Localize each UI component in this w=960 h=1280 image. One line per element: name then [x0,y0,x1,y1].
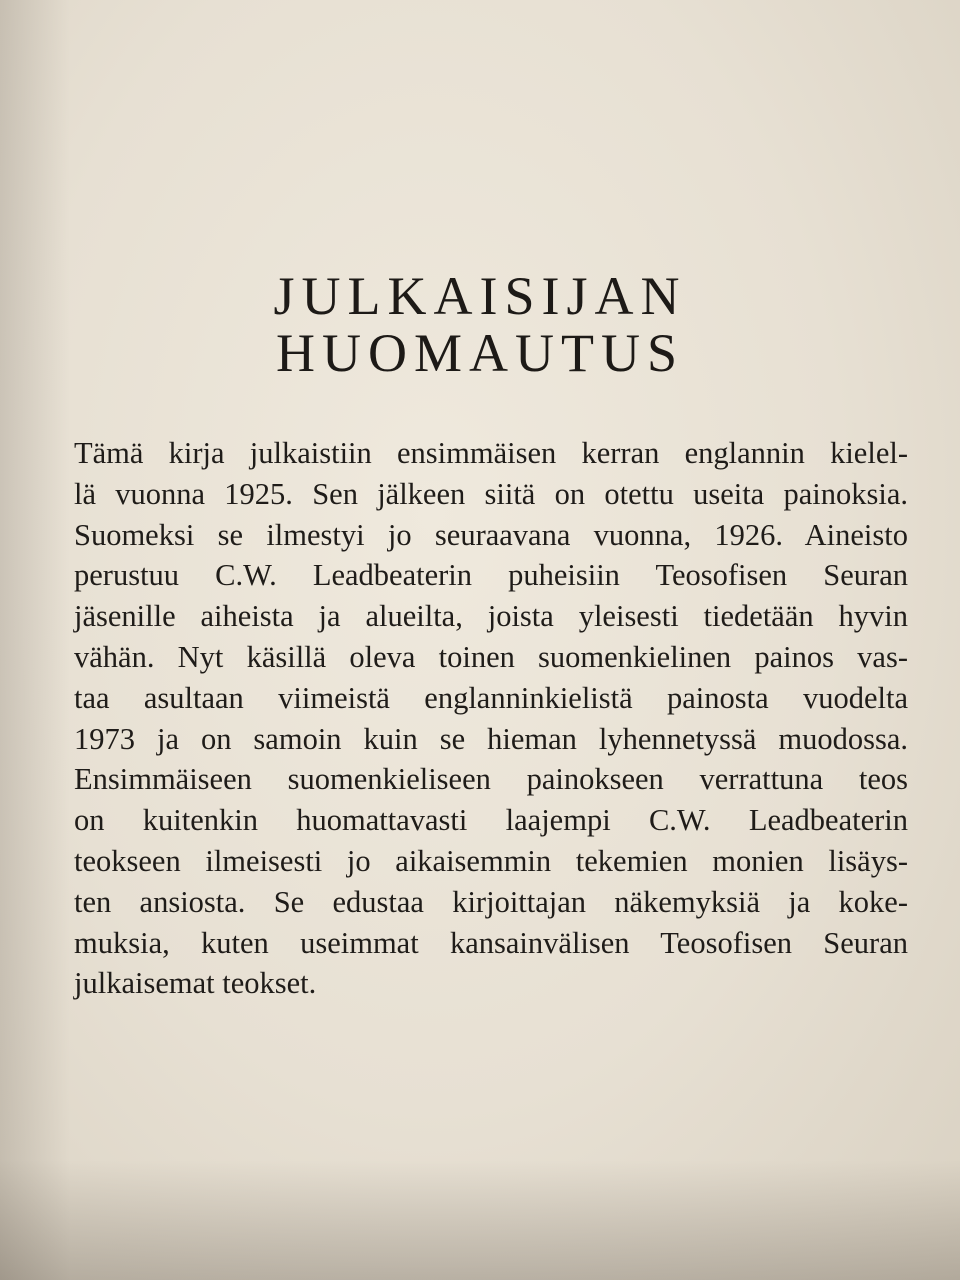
paragraph-line: vähän. Nyt käsillä oleva toinen suomenkielinen painos vas- [74,639,908,674]
paragraph-line: teokseen ilmeisesti jo aikaisemmin tekemien monien lisäys- [74,843,908,878]
page-shadow-bottom [0,1160,960,1280]
paragraph-line: Tämä kirja julkaistiin ensimmäisen kerran englannin kielel- [74,436,908,470]
paragraph-line: ten ansiosta. Se edustaa kirjoittajan näkemyksiä ja koke- [74,884,908,919]
paragraph-line: muksia, kuten useimmat kansainvälisen Teosofisen Seuran [74,925,908,960]
heading-line-2: HUOMAUTUS [275,323,684,383]
paragraph-line: jäsenille aiheista ja alueilta, joista yleisesti tiedetään hyvin [74,599,908,634]
paragraph-line: lä vuonna 1925. Sen jälkeen siitä on otettu useita painoksia. [74,476,908,511]
paragraph-line: julkaisemat teokset. [74,966,317,1001]
paragraph-line: on kuitenkin huomattavasti laajempi C.W. Leadbeaterin [74,803,908,838]
paragraph-line: Suomeksi se ilmestyi jo seuraavana vuonna, 1926. Aineisto [74,517,908,552]
paragraph-line: taa asultaan viimeistä englanninkielistä painosta vuodelta [74,680,908,715]
paragraph-line: 1973 ja on samoin kuin se hieman lyhennetyssä muodossa. [74,721,908,756]
paragraph-line: perustuu C.W. Leadbeaterin puheisiin Teosofisen Seuran [74,558,908,593]
page-shadow-left [0,0,70,1280]
publisher-note-paragraph [74,433,908,1004]
heading-line-1: JULKAISIJAN [273,266,687,326]
paragraph-line: Ensimmäiseen suomenkieliseen painokseen verrattuna teos [74,762,908,797]
